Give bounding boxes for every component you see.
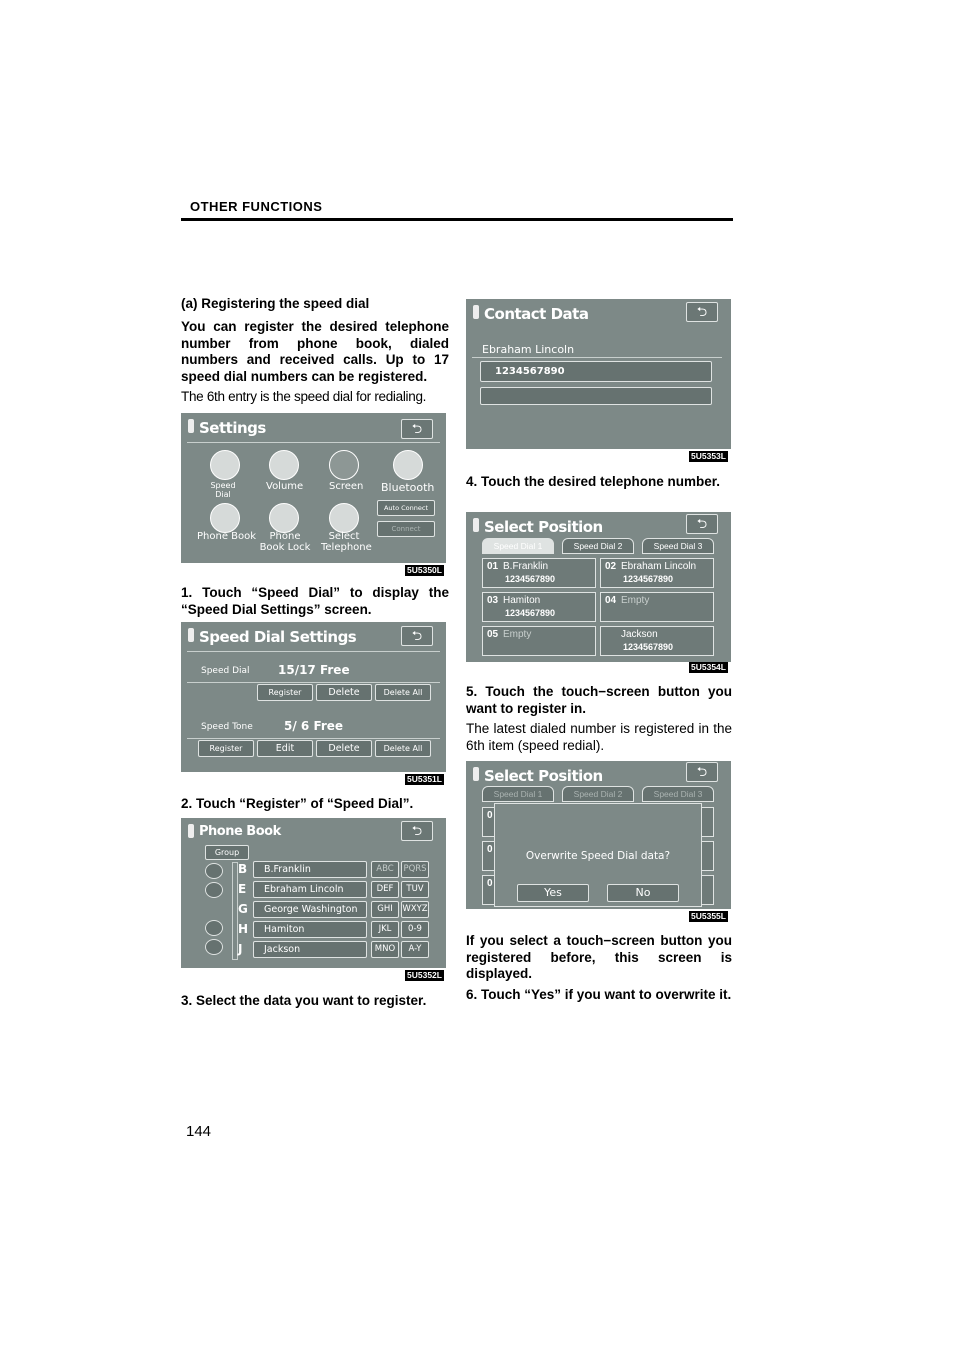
slot-03[interactable] [482,592,596,622]
slot-05[interactable] [482,626,596,656]
page-number: 144 [186,1123,212,1140]
slot-number: 03 [487,595,499,606]
slot-number: 0 [487,878,493,889]
volume-icon[interactable] [269,450,299,480]
contact-name: Ebraham Lincoln [482,343,575,356]
speed-dial-icon[interactable] [210,450,240,480]
slot-phone-number: 1234567890 [505,574,556,584]
step-3: 3. Select the data you want to register. [181,993,427,1008]
page-bottom-button[interactable] [205,939,223,955]
slot-01[interactable] [482,558,596,588]
slot-number: 0 [487,844,493,855]
slot-04[interactable] [600,592,714,622]
back-button[interactable]: ⮌ [401,821,433,841]
key-tuv[interactable]: TUV [401,881,429,898]
speed-dial-settings-screen [181,622,446,772]
slot-name: Empty [503,629,532,640]
tone-edit-button[interactable]: Edit [257,740,313,757]
contact-data-screen [466,299,731,449]
phone-icon [188,419,194,433]
connect-button[interactable]: Connect [377,521,435,537]
slot-number: 05 [487,629,499,640]
index-letter: B [238,862,248,876]
key-ghi[interactable]: GHI [371,901,399,918]
step-5: 5. Touch the touch−screen button you want to register in. [466,684,732,716]
note-paragraph: The 6th entry is the speed dial for redialing. [181,389,427,404]
lock-icon[interactable] [269,503,299,533]
back-button[interactable]: ⮌ [686,514,718,534]
tab-speed-dial-1[interactable]: Speed Dial 1 [482,538,554,554]
title-divider [187,442,440,443]
settings-screen [181,413,446,563]
yes-button[interactable]: Yes [517,884,589,902]
page-top-button[interactable] [205,863,223,879]
tab-speed-dial-1[interactable]: Speed Dial 1 [482,786,554,802]
key-a-y[interactable]: A-Y [401,941,429,958]
empty-number-button[interactable] [480,387,712,405]
slot-06-redial[interactable] [600,626,714,656]
slot-number: 01 [487,561,499,572]
bluetooth-icon[interactable] [393,450,423,480]
figure-code: 5U5354L [691,662,726,672]
screen-title: Settings [199,419,266,437]
scroll-down-button[interactable] [205,920,223,936]
tone-register-button[interactable]: Register [198,740,254,757]
speed-tone-count: 5/ 6 Free [284,719,344,733]
tab-speed-dial-3[interactable]: Speed Dial 3 [642,538,714,554]
key-abc[interactable]: ABC [371,861,399,878]
tab-speed-dial-2[interactable]: Speed Dial 2 [562,538,634,554]
select-position-screen [466,512,731,662]
figure-code: 5U5355L [691,911,726,921]
contact-row[interactable]: B.Franklin [253,861,367,878]
back-button[interactable]: ⮌ [401,626,433,646]
screen-icon[interactable] [329,450,359,480]
slot-phone-number: 1234567890 [623,642,674,652]
slot-02[interactable] [600,558,714,588]
tab-speed-dial-2[interactable]: Speed Dial 2 [562,786,634,802]
speed-dial-label: Speed Dial [201,666,250,676]
select-telephone-label: Select Telephone [321,531,372,553]
index-letter: J [238,942,243,956]
volume-label: Volume [266,481,304,492]
slot-name: B.Franklin [503,561,549,572]
back-button[interactable]: ⮌ [401,419,433,439]
phone-book-lock-label: Phone Book Lock [259,531,311,553]
slot-phone-number: 1234567890 [505,608,556,618]
back-button[interactable]: ⮌ [686,302,718,322]
index-letter: G [238,902,248,916]
slot-number: 0 [487,810,493,821]
phone-number-button[interactable]: 1234567890 [480,361,712,382]
figure-code: 5U5353L [691,451,726,461]
slot-name: Ebraham Lincoln [621,561,697,572]
phone-icon [473,767,479,781]
header-rule [181,218,733,221]
screen-title: Select Position [484,518,603,536]
phone-icon [188,628,194,642]
row-divider [187,738,440,739]
intro-paragraph: You can register the desired telephone number from phone book, dialed numbers and received calls. Up to 17 speed dial numbers can be registered. [181,319,449,384]
screen-title: Phone Book [199,824,281,839]
overwrite-paragraph: If you select a touch−screen button you registered before, this screen is displayed. [466,933,732,981]
step-5-note: The latest dialed number is registered in the 6th item (speed redial). [466,721,732,753]
contact-row[interactable]: Jackson [253,941,367,958]
contact-row[interactable]: George Washington [253,901,367,918]
group-button[interactable]: Group [205,845,249,860]
tone-delete-all-button[interactable]: Delete All [375,740,431,757]
phone-icon [473,305,479,319]
slot-name: Hamiton [503,595,541,606]
tone-delete-button[interactable]: Delete [316,740,372,757]
phone-icon [188,824,194,838]
register-button[interactable]: Register [257,684,313,701]
delete-button[interactable]: Delete [316,684,372,701]
step-6: 6. Touch “Yes” if you want to overwrite it. [466,987,732,1002]
speed-dial-label: Speed Dial [210,481,236,499]
auto-connect-button[interactable]: Auto Connect [377,500,435,516]
figure-code: 5U5352L [407,970,442,980]
section-heading: (a) Registering the speed dial [181,296,370,311]
section-header: OTHER FUNCTIONS [190,199,323,214]
key-def[interactable]: DEF [371,881,399,898]
screen-title: Contact Data [484,305,589,323]
phone-book-icon[interactable] [210,503,240,533]
title-divider [187,651,440,652]
screen-title: Select Position [484,767,603,785]
bluetooth-label: Bluetooth [381,481,435,494]
phone-book-label: Phone Book [197,531,257,542]
slot-name: Jackson [621,629,658,640]
step-1: 1. Touch “Speed Dial” to display the “Speed Dial Settings” screen. [181,585,449,617]
figure-code: 5U5350L [407,565,442,575]
phone-book-screen [181,818,446,968]
index-letter: E [238,882,247,896]
screen-title: Speed Dial Settings [199,628,357,646]
select-telephone-icon[interactable] [329,503,359,533]
contact-row[interactable]: Hamiton [253,921,367,938]
phone-icon [473,518,479,532]
tab-speed-dial-3[interactable]: Speed Dial 3 [642,786,714,802]
contact-row[interactable]: Ebraham Lincoln [253,881,367,898]
slot-name: Empty [621,595,650,606]
key-0-9[interactable]: 0-9 [401,921,429,938]
overwrite-screen [466,761,731,909]
slot-phone-number: 1234567890 [623,574,674,584]
delete-all-button[interactable]: Delete All [375,684,431,701]
index-letter: H [238,922,249,936]
key-jkl[interactable]: JKL [371,921,399,938]
key-mno[interactable]: MNO [371,941,399,958]
speed-tone-label: Speed Tone [201,722,253,732]
no-button[interactable]: No [607,884,679,902]
scroll-up-button[interactable] [205,882,223,898]
figure-code: 5U5351L [407,774,442,784]
overwrite-dialog [494,803,702,907]
name-divider [472,357,722,358]
step-4: 4. Touch the desired telephone number. [466,474,721,489]
screen-label: Screen [329,481,364,492]
key-wxyz[interactable]: WXYZ [401,901,429,918]
dialog-question: Overwrite Speed Dial data? [525,850,671,862]
speed-dial-count: 15/17 Free [278,663,350,677]
back-button[interactable]: ⮌ [686,762,718,782]
slot-number: 02 [605,561,617,572]
slot-number: 04 [605,595,617,606]
step-2: 2. Touch “Register” of “Speed Dial”. [181,796,414,811]
row-divider [187,682,440,683]
key-pqrs[interactable]: PQRS [401,861,429,878]
